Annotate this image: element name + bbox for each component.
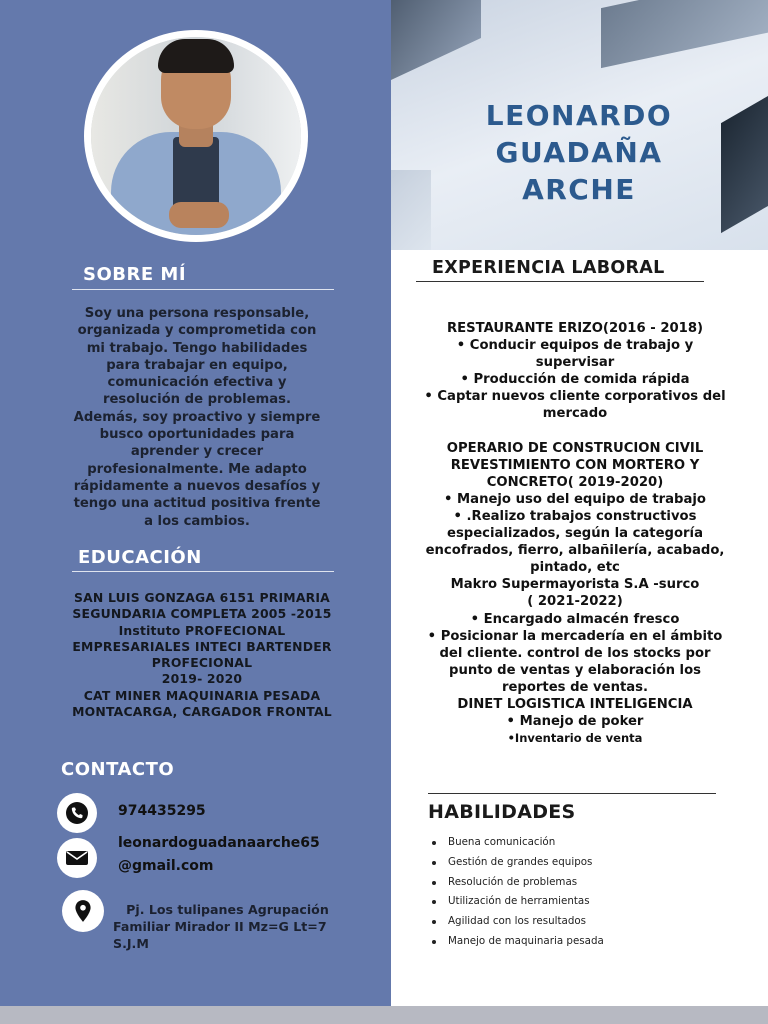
skill-label: Manejo de maquinaria pesada <box>448 934 604 947</box>
bullet-icon <box>432 920 436 924</box>
skill-item <box>430 853 730 873</box>
about-line: Soy una persona responsable, <box>84 306 310 321</box>
about-line: busco oportunidades para <box>99 427 295 443</box>
experience-line: reportes de ventas. <box>501 679 649 695</box>
experience-divider <box>416 281 704 282</box>
skill-item <box>430 892 730 912</box>
skill-label: Buena comunicación <box>448 836 556 848</box>
skill-item <box>430 912 730 932</box>
education-line: SAN LUIS GONZAGA 6151 PRIMARIA <box>74 590 330 605</box>
address-line: Pj. Los tulipanes Agrupación <box>113 902 329 917</box>
bullet-icon <box>432 861 436 865</box>
about-line: Además, soy proactivo y siempre <box>73 409 321 425</box>
skills-list <box>430 833 730 952</box>
experience-line: • Manejo de poker <box>506 714 644 730</box>
bullet-icon <box>432 940 436 944</box>
education-title: EDUCACIÓN <box>78 547 202 568</box>
experience-title: EXPERIENCIA LABORAL <box>432 258 665 278</box>
skills-top-divider <box>428 793 716 794</box>
experience-line: • .Realizo trabajos constructivos <box>453 508 697 524</box>
experience-line: encofrados, fierro, albañilería, acabado, <box>425 543 725 559</box>
experience-line: • Producción de comida rápida <box>460 372 690 388</box>
about-divider <box>72 289 334 290</box>
contact-title: CONTACTO <box>61 759 175 780</box>
education-line: 2019- 2020 <box>161 671 243 687</box>
education-line: PROFECIONAL <box>151 655 253 671</box>
about-text <box>66 305 328 530</box>
experience-line: punto de ventas y elaboración los <box>449 662 701 678</box>
name-line: GUADAÑA <box>495 136 663 169</box>
name-line: ARCHE <box>522 173 636 206</box>
bottom-strip <box>0 1006 768 1024</box>
skill-item <box>430 833 730 853</box>
about-line: a los cambios. <box>144 513 250 529</box>
address-line: S.J.M <box>113 936 149 951</box>
experience-line: especializados, según la categoría <box>447 526 703 542</box>
about-line: profesionalmente. Me adapto <box>87 461 307 477</box>
experience-line: Makro Supermayorista S.A -surco <box>450 577 700 593</box>
about-line: tengo una actitud positiva frente <box>73 496 321 512</box>
experience-line: • Conducir equipos de trabajo y <box>456 338 694 354</box>
bullet-icon <box>432 841 436 845</box>
bullet-icon <box>432 900 436 904</box>
email-line: leonardoguadanaarche65 <box>118 835 320 851</box>
bullet-icon <box>432 881 436 885</box>
experience-line: ( 2021-2022) <box>527 594 623 610</box>
experience-line: CONCRETO( 2019-2020) <box>486 474 664 490</box>
skill-label: Utilización de herramientas <box>448 895 590 908</box>
email-line: @gmail.com <box>118 858 214 874</box>
profile-photo <box>91 37 301 235</box>
about-line: rápidamente a nuevos desafíos y <box>73 478 321 494</box>
about-title: SOBRE MÍ <box>83 264 187 285</box>
experience-line: • Encargado almacén fresco <box>470 611 680 627</box>
email-address <box>118 832 320 878</box>
about-line: resolución de problemas. <box>102 392 292 408</box>
skill-item <box>430 932 730 952</box>
about-line: mi trabajo. Tengo habilidades <box>86 340 308 356</box>
email-icon <box>57 838 97 878</box>
about-line: comunicación efectiva y <box>107 375 287 391</box>
education-line: SEGUNDARIA COMPLETA 2005 -2015 <box>72 606 332 622</box>
address-text <box>113 901 353 952</box>
experience-line: DINET LOGISTICA INTELIGENCIA <box>457 696 693 712</box>
about-line: aprender y crecer <box>130 444 264 460</box>
experience-line: • Posicionar la mercadería en el ámbito <box>427 628 723 644</box>
education-text <box>60 590 344 720</box>
about-line: para trabajar en equipo, <box>106 357 288 373</box>
education-line: CAT MINER MAQUINARIA PESADA <box>83 687 321 703</box>
experience-line: OPERARIO DE CONSTRUCION CIVIL <box>446 440 704 456</box>
experience-line: REVESTIMIENTO CON MORTERO Y <box>450 457 700 473</box>
skills-title: HABILIDADES <box>428 801 576 823</box>
experience-line: RESTAURANTE ERIZO(2016 - 2018) <box>446 321 704 336</box>
experience-line: •Inventario de venta <box>507 731 643 746</box>
education-divider <box>72 571 334 572</box>
experience-line: • Captar nuevos cliente corporativos del <box>424 389 726 405</box>
location-pin-icon <box>62 890 104 932</box>
education-line: Instituto PROFECIONAL <box>118 622 286 638</box>
address-line: Familiar Mirador II Mz=G Lt=7 <box>113 919 327 934</box>
phone-number: 974435295 <box>118 803 206 819</box>
experience-spacer <box>416 423 734 440</box>
name-line: LEONARDO <box>485 99 673 132</box>
experience-line: mercado <box>542 406 608 422</box>
candidate-name <box>455 97 703 208</box>
experience-line: pintado, etc <box>530 560 620 576</box>
experience-line: supervisar <box>535 355 615 371</box>
phone-icon <box>57 793 97 833</box>
skill-label: Agilidad con los resultados <box>448 915 587 928</box>
about-line: organizada y comprometida con <box>77 323 317 339</box>
education-line: MONTACARGA, CARGADOR FRONTAL <box>72 704 332 720</box>
experience-line: del cliente. control de los stocks por <box>439 645 711 661</box>
experience-text <box>416 320 734 747</box>
experience-line: • Manejo uso del equipo de trabajo <box>444 491 706 507</box>
education-line: EMPRESARIALES INTECI BARTENDER <box>72 638 332 654</box>
skill-label: Gestión de grandes equipos <box>448 855 593 868</box>
skill-label: Resolución de problemas <box>448 875 578 888</box>
skill-item <box>430 873 730 893</box>
